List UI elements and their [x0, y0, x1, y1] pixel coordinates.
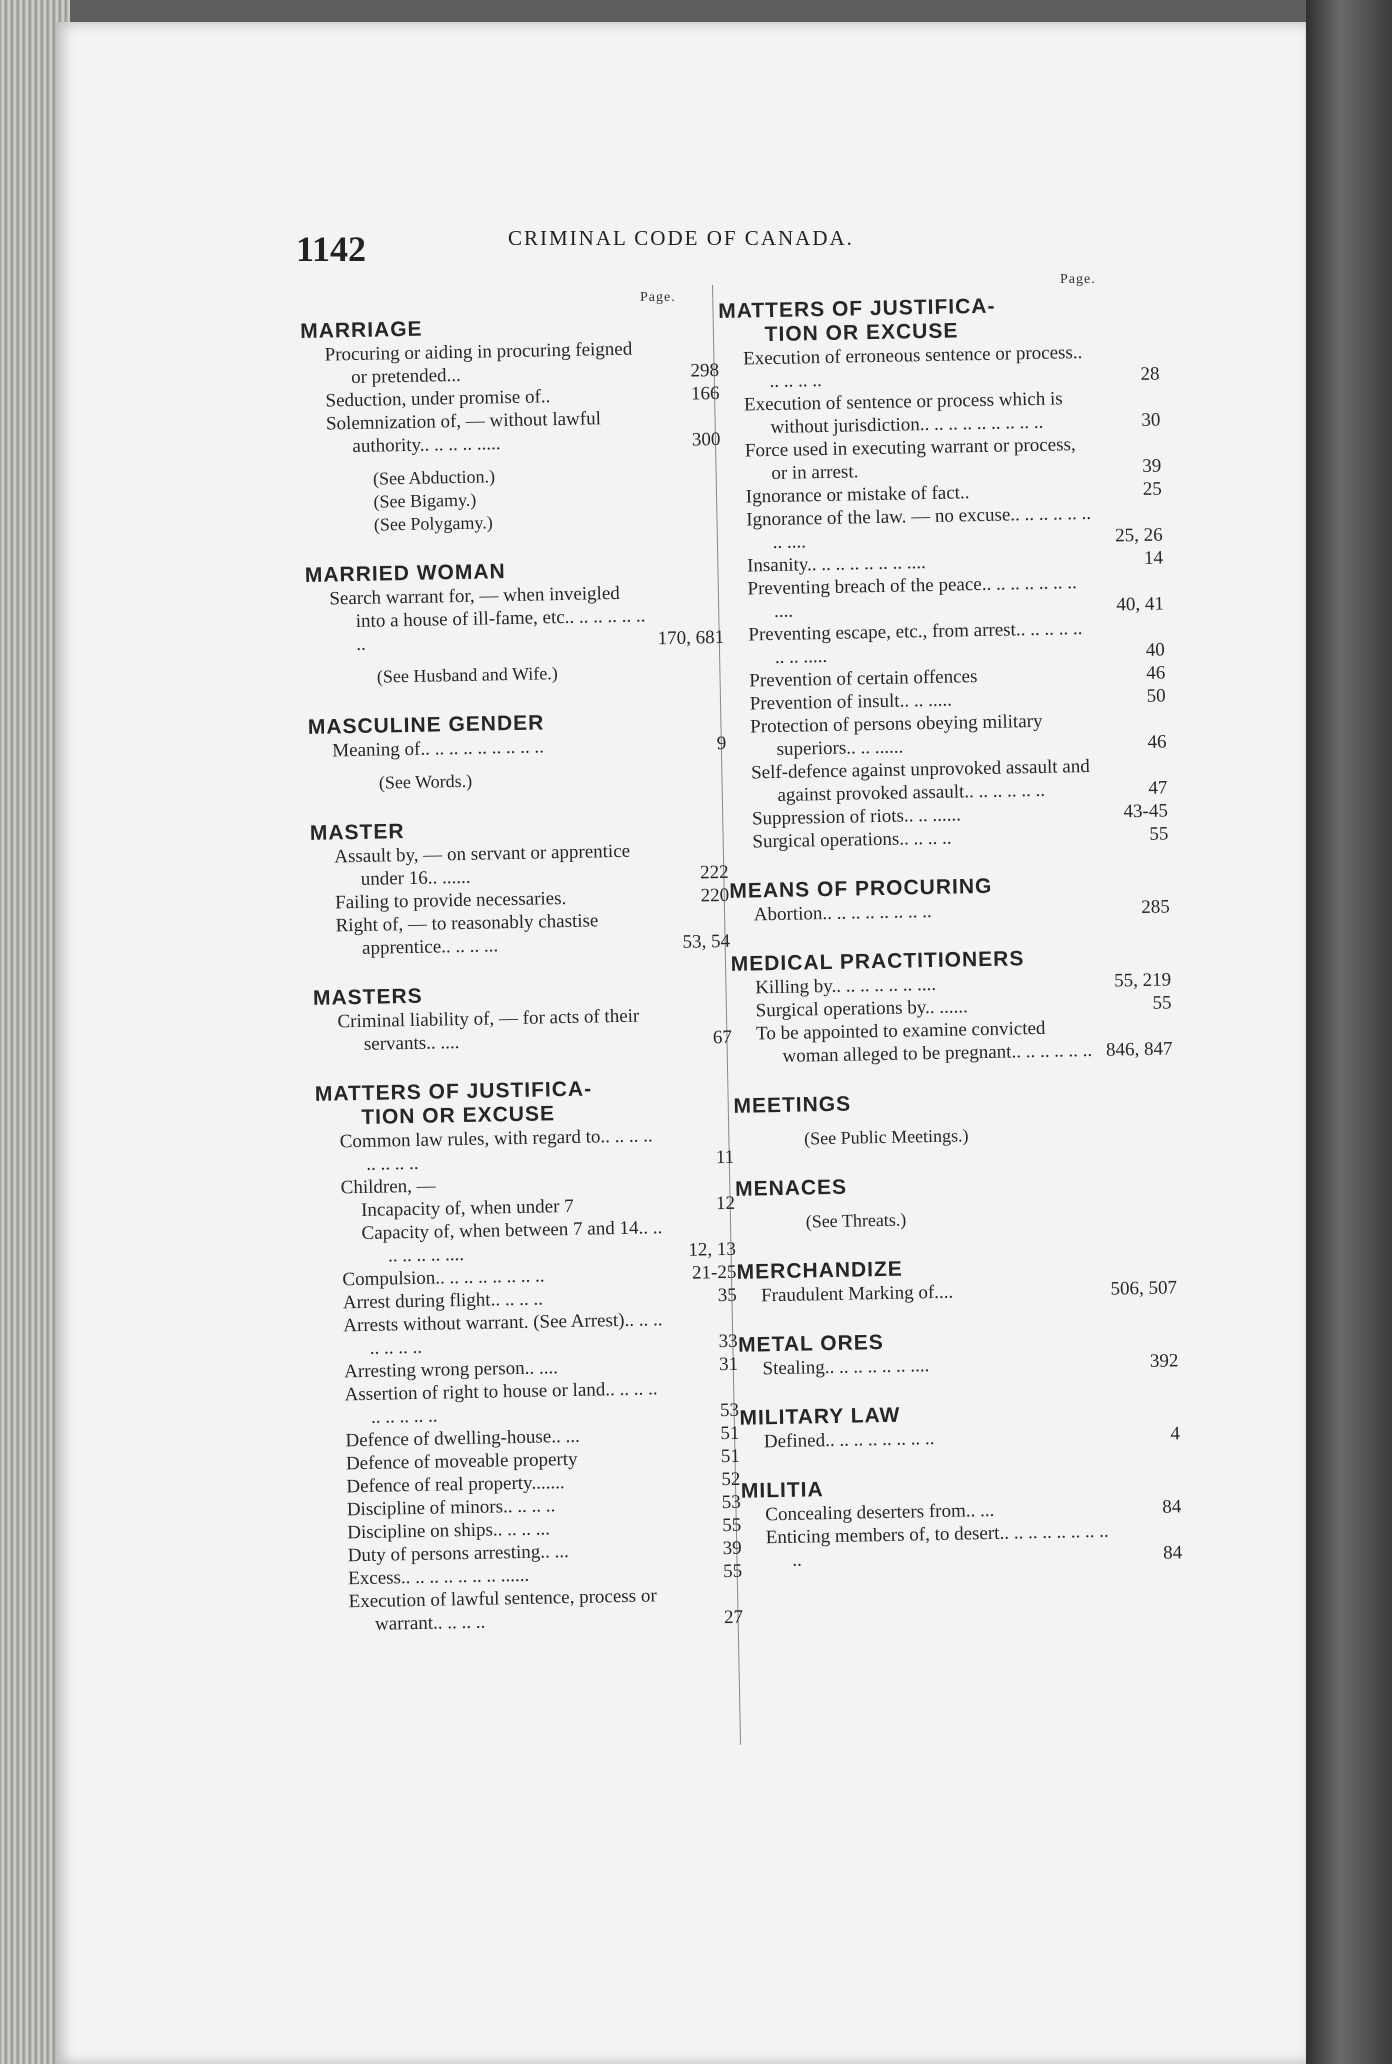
- index-entry: [305, 580, 724, 657]
- entry-page-ref: 40: [1145, 639, 1166, 661]
- right-column: [718, 292, 1183, 1599]
- section-heading-text: MATTERS OF JUSTIFICA-: [718, 294, 996, 323]
- index-section-militia: [741, 1471, 1183, 1572]
- entry-page-ref: 30: [1141, 409, 1161, 431]
- index-entry: [300, 336, 719, 390]
- entry-text: Enticing members of, to desert.. .. .. .. .. .. .. .. ..: [765, 1520, 1109, 1571]
- entry-text: Compulsion.. .. .. .. .. .. .. ..: [342, 1265, 545, 1291]
- entry-text: Common law rules, with regard to.. .. .. .. .. .. .. ..: [339, 1125, 653, 1175]
- entry-page-ref: 43-45: [1123, 800, 1169, 823]
- entry-text: Fraudulent Marking of....: [760, 1281, 954, 1307]
- entry-page-ref: 53, 54: [682, 930, 731, 953]
- entry-page-ref: 300: [691, 428, 721, 451]
- index-entry: [732, 1014, 1173, 1068]
- page-number: 1142: [296, 229, 367, 269]
- entry-page-ref: 14: [1143, 547, 1164, 569]
- index-entry: [302, 405, 721, 459]
- entry-page-ref: 40, 41: [1116, 593, 1165, 616]
- section-heading-text: MEANS OF PROCURING: [729, 874, 993, 903]
- see-also-reference: (See Words.): [378, 770, 473, 793]
- entry-text: Criminal liability of, — for acts of their servants.. ....: [337, 1005, 640, 1055]
- index-section-marriage: [300, 312, 722, 538]
- section-heading-text: MERCHANDIZE: [736, 1257, 904, 1284]
- index-section-military-law: [739, 1398, 1180, 1453]
- section-heading-text: MEETINGS: [733, 1092, 852, 1118]
- entry-text: Capacity of, when between 7 and 14.. .. .. .. .. .. ....: [361, 1217, 663, 1267]
- section-heading-text: MASTERS: [312, 984, 423, 1010]
- entry-text: Meaning of.. .. .. .. .. .. .. .. ..: [332, 736, 545, 762]
- entry-text: Surgical operations.. .. .. ..: [752, 827, 952, 853]
- section-heading-text: MARRIAGE: [300, 317, 423, 343]
- index-section-merchandize: [736, 1252, 1177, 1307]
- section-heading: [733, 1086, 1173, 1118]
- index-entry: [723, 570, 1164, 624]
- entry-page-ref: 298: [690, 359, 720, 382]
- entry-text: Defence of real property.......: [346, 1472, 565, 1498]
- entry-page-ref: 166: [690, 382, 720, 405]
- entry-page-ref: 25, 26: [1114, 524, 1163, 547]
- section-heading-continuation: TION OR EXCUSE: [764, 319, 959, 347]
- entry-page-ref: 84: [1162, 1542, 1183, 1564]
- see-also-reference: (See Husband and Wife.): [376, 663, 558, 687]
- entry-text: Protection of persons obeying military superiors.. .. ......: [750, 710, 1043, 760]
- entry-text: Procuring or aiding in procuring feigned or pretended...: [324, 338, 633, 389]
- entry-text: Surgical operations by.. ......: [755, 996, 968, 1022]
- index-entry: [719, 340, 1160, 394]
- entry-text: Discipline on ships.. .. .. ...: [347, 1518, 551, 1544]
- index-section-masters: [313, 979, 732, 1057]
- page-label-right: Page.: [1060, 272, 1096, 287]
- entry-text: Suppression of riots.. .. ......: [751, 804, 962, 830]
- entry-page-ref: 222: [699, 861, 729, 884]
- entry-text: Ignorance of the law. — no excuse.. .. .. .. .. .. .. ....: [746, 502, 1092, 553]
- see-also-reference: (See Public Meetings.): [803, 1125, 969, 1149]
- entry-page-ref: 50: [1146, 685, 1166, 707]
- entry-text: Execution of erroneous sentence or process.. .. .. .. ..: [742, 342, 1083, 393]
- entry-text: Killing by.. .. .. .. .. .. ....: [755, 973, 937, 999]
- see-also-reference: (See Abduction.): [372, 466, 496, 489]
- section-heading: [315, 1075, 734, 1131]
- entry-page-ref: 170, 681: [657, 626, 725, 650]
- section-heading-text: METAL ORES: [737, 1331, 884, 1357]
- entry-page-ref: 35: [717, 1284, 738, 1307]
- entry-page-ref: 53: [719, 1399, 740, 1422]
- entry-text: Seduction, under promise of..: [325, 386, 551, 412]
- entry-page-ref: 9: [716, 732, 727, 755]
- entry-text: Stealing.. .. .. .. .. .. ....: [762, 1355, 930, 1380]
- entry-text: Arrests without warrant. (See Arrest).. .. .. .. .. .. ..: [343, 1309, 663, 1359]
- entry-text: Assault by, — on servant or apprentice under 16.. ......: [334, 840, 631, 890]
- entry-page-ref: 67: [712, 1026, 733, 1049]
- index-section-metal-ores: [738, 1325, 1179, 1380]
- entry-text: Discipline of minors.. .. .. ..: [346, 1495, 556, 1521]
- entry-text: Execution of lawful sentence, process or warrant.. .. .. ..: [348, 1585, 657, 1635]
- index-entry: [310, 838, 729, 892]
- entry-text: Concealing deserters from.. ...: [765, 1499, 995, 1526]
- entry-page-ref: 28: [1140, 363, 1160, 385]
- entry-page-ref: 27: [723, 1606, 744, 1629]
- running-title: CRIMINAL CODE OF CANADA.: [508, 226, 854, 250]
- entry-text: Prevention of certain offences: [749, 666, 978, 692]
- section-heading-text: MEDICAL PRACTITIONERS: [730, 947, 1025, 976]
- entry-page-ref: 33: [718, 1330, 738, 1353]
- index-entry: [742, 1518, 1183, 1572]
- entry-text: Prevention of insult.. .. .....: [749, 689, 953, 715]
- index-entry: [319, 1307, 738, 1361]
- index-entry: [720, 386, 1161, 440]
- entry-text: Search warrant for, — when inveigled into a house of ill-fame, etc.. .. .. .. .. .. ..: [329, 582, 646, 655]
- index-section-matters-of-justifica: [718, 292, 1169, 854]
- entry-text: Preventing escape, etc., from arrest.. .. .. .. .. .. .. .....: [748, 618, 1083, 668]
- entry-text: Excess.. .. .. .. .. .. .. ......: [347, 1564, 530, 1590]
- see-also-reference: (See Bigamy.): [373, 489, 477, 512]
- entry-page-ref: 12, 13: [688, 1238, 737, 1261]
- see-also-reference: (See Threats.): [805, 1209, 907, 1232]
- entry-page-ref: 47: [1148, 777, 1168, 799]
- entry-page-ref: 392: [1149, 1350, 1179, 1372]
- entry-page-ref: 506, 507: [1110, 1277, 1178, 1300]
- entry-page-ref: 46: [1146, 662, 1166, 684]
- entry-text: Assertion of right to house or land.. .. .. .. .. .. .. .. ..: [344, 1378, 658, 1428]
- entry-text: Insanity.. .. .. .. .. .. .. ....: [746, 552, 927, 577]
- index-section-matters-of-justifica: [315, 1075, 744, 1637]
- entry-text: Duty of persons arresting.. ...: [347, 1541, 570, 1567]
- index-entry: [317, 1215, 736, 1269]
- index-section-masculine-gender: [308, 708, 727, 796]
- entry-text: Ignorance or mistake of fact..: [745, 482, 970, 508]
- entry-page-ref: 39: [1142, 455, 1162, 477]
- section-heading-text: MASCULINE GENDER: [307, 711, 545, 739]
- entry-page-ref: 46: [1147, 731, 1167, 753]
- entry-page-ref: 285: [1141, 896, 1170, 918]
- entry-page-ref: 53: [721, 1491, 741, 1514]
- index-entry: [316, 1123, 735, 1177]
- page-label-left: Page.: [640, 290, 676, 305]
- entry-page-ref: 39: [722, 1537, 742, 1560]
- index-section-menaces: [735, 1169, 1176, 1234]
- entry-page-ref: 55: [722, 1514, 742, 1537]
- section-heading-continuation: TION OR EXCUSE: [361, 1102, 556, 1129]
- entry-text: Failing to provide necessaries.: [334, 887, 567, 914]
- index-entry: [313, 1003, 732, 1057]
- entry-page-ref: 52: [721, 1468, 741, 1491]
- section-heading-text: MILITIA: [740, 1478, 824, 1503]
- section-heading-text: MATTERS OF JUSTIFICA-: [314, 1077, 593, 1106]
- entry-page-ref: 55: [722, 1560, 743, 1583]
- index-entry: [311, 907, 730, 961]
- entry-page-ref: 51: [720, 1445, 741, 1468]
- index-section-means-of-procuring: [729, 871, 1170, 926]
- entry-page-ref: 21-25: [691, 1261, 737, 1284]
- entry-page-ref: 84: [1162, 1496, 1182, 1518]
- entry-text: To be appointed to examine convicted woman alleged to be pregnant.. .. .. .. .. ..: [755, 1017, 1093, 1067]
- entry-page-ref: 12: [715, 1192, 736, 1215]
- entry-text: Defined.. .. .. .. .. .. .. ..: [763, 1428, 935, 1453]
- entry-page-ref: 31: [718, 1353, 739, 1376]
- entry-text: Preventing breach of the peace.. .. .. .. .. .. .. ....: [747, 572, 1077, 622]
- entry-page-ref: 25: [1142, 478, 1162, 500]
- section-heading: [718, 292, 1159, 348]
- index-entry: [320, 1376, 739, 1430]
- entry-text: Solemnization of, — without lawful authority.. .. .. .. .....: [325, 408, 602, 458]
- section-heading-text: MENACES: [734, 1175, 848, 1201]
- index-entry: [726, 707, 1167, 761]
- entry-page-ref: 11: [715, 1146, 735, 1169]
- entry-text: Defence of dwelling-house.. ...: [345, 1425, 580, 1452]
- entry-text: Arresting wrong person.. ....: [343, 1357, 559, 1383]
- section-heading-text: MASTER: [309, 820, 405, 845]
- entry-page-ref: 51: [720, 1422, 740, 1445]
- entry-text: Right of, — to reasonably chastise apprentice.. .. .. ...: [335, 910, 599, 959]
- entry-page-ref: 220: [700, 884, 730, 907]
- entry-text: Self-defence against unprovoked assault and against provoked assault.. .. .. .. .. ..: [750, 755, 1090, 806]
- entry-text: Execution of sentence or process which is without jurisdiction.. .. .. .. .. .. .. .. ..: [743, 388, 1063, 439]
- entry-text: Abortion.. .. .. .. .. .. .. ..: [753, 901, 932, 926]
- entry-text: Incapacity of, when under 7: [360, 1195, 574, 1221]
- entry-page-ref: 55: [1149, 823, 1169, 845]
- entry-page-ref: 55: [1152, 992, 1172, 1014]
- index-section-master: [310, 814, 731, 961]
- index-section-married-woman: [305, 556, 725, 690]
- entry-page-ref: 846, 847: [1105, 1038, 1173, 1061]
- scan-right-edge: [1306, 0, 1392, 2064]
- index-section-meetings: [733, 1086, 1174, 1151]
- entry-page-ref: 55, 219: [1113, 969, 1172, 992]
- entry-page-ref: 4: [1170, 1423, 1181, 1445]
- section-heading: [735, 1169, 1175, 1201]
- entry-text: Force used in executing warrant or process, or in arrest.: [744, 434, 1076, 485]
- index-section-medical-practitioners: [731, 944, 1173, 1068]
- section-heading-text: MARRIED WOMAN: [304, 560, 506, 587]
- entry-text: Children, —: [340, 1175, 436, 1199]
- left-column: [300, 312, 744, 1663]
- index-entry: [324, 1583, 743, 1637]
- entry-text: Defence of moveable property: [345, 1448, 578, 1475]
- see-also-reference: (See Polygamy.): [373, 512, 493, 535]
- entry-text: Arrest during flight.. .. .. ..: [342, 1288, 544, 1314]
- section-heading-text: MILITARY LAW: [739, 1403, 901, 1430]
